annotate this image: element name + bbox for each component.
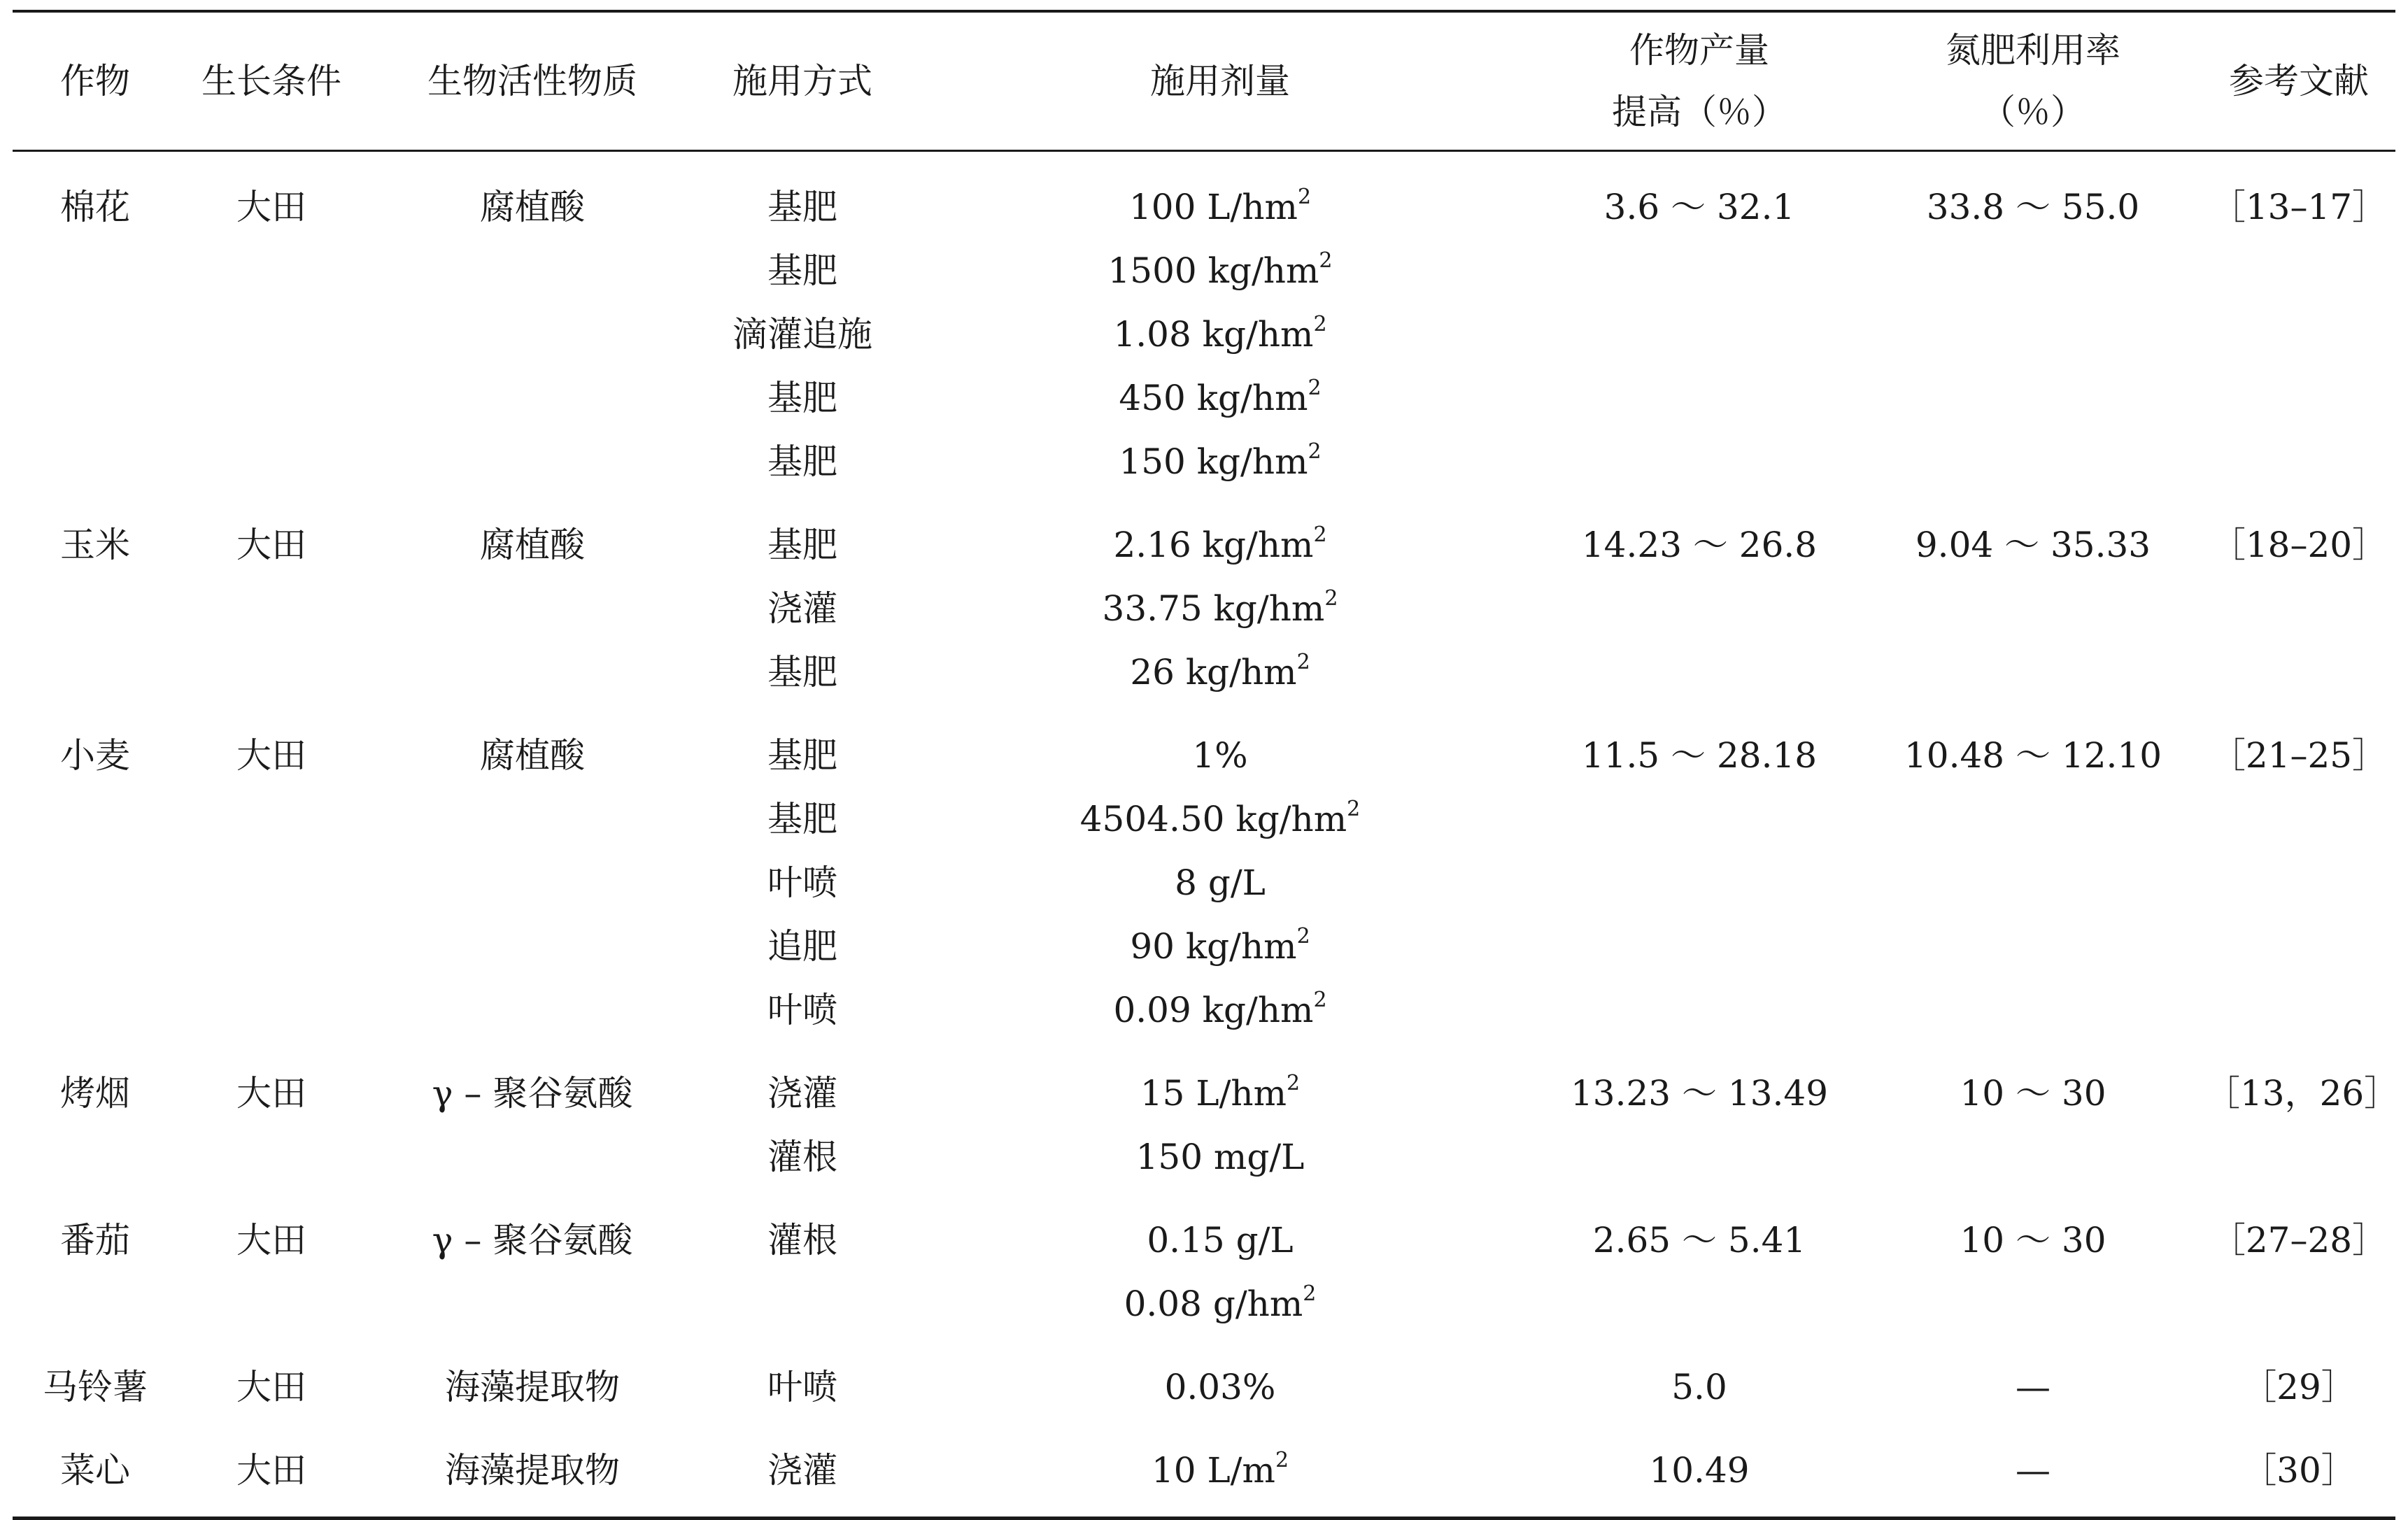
method-entry: 灌根 — [767, 1220, 837, 1260]
cell-yield-text: 14.23 ～ 26.8 — [1581, 525, 1818, 565]
method-entry: 基肥 — [767, 187, 837, 227]
data-table — [13, 10, 2400, 1520]
cell-substance-text: 腐植酸 — [480, 187, 585, 227]
dosage-value: 150 mg/L — [1135, 1137, 1305, 1177]
cell-condition-text: 大田 — [236, 1450, 306, 1491]
method-entry: 滴灌追施 — [732, 314, 872, 355]
cell-ref-text: ［21–25］ — [2210, 735, 2388, 776]
header-nue-line2: （％） — [1981, 92, 2085, 132]
cell-substance — [365, 504, 700, 714]
dosage-entry — [908, 788, 1532, 851]
cell-dosage — [905, 1346, 1535, 1429]
cell-nue — [1864, 714, 2202, 1052]
dosage-unit-exponent: 2 — [1308, 376, 1322, 401]
dosage-value: 1.08 kg/hm — [1113, 314, 1314, 355]
method-entry: 基肥 — [767, 799, 837, 839]
dosage-value: 0.09 kg/hm — [1113, 990, 1314, 1030]
cell-substance — [365, 1199, 700, 1346]
table-row — [13, 1346, 2395, 1429]
cell-ref-text: ［18–20］ — [2210, 525, 2388, 565]
dosage-unit-exponent: 2 — [1313, 523, 1327, 548]
method-entry: 基肥 — [767, 378, 837, 418]
dosage-unit-exponent: 2 — [1296, 650, 1310, 675]
dosage-unit-exponent: 2 — [1313, 988, 1327, 1013]
cell-yield — [1535, 1429, 1864, 1519]
table-body — [13, 151, 2400, 1519]
cell-ref — [2202, 1199, 2395, 1346]
dosage-unit-exponent: 2 — [1347, 797, 1361, 822]
cell-crop — [13, 1346, 178, 1429]
dosage-entry — [908, 367, 1532, 430]
dosage-value: 8 g/L — [1175, 862, 1266, 903]
dosage-value: 26 kg/hm — [1130, 652, 1297, 692]
method-entry: 浇灌 — [767, 1450, 837, 1491]
cell-nue-text: 10.48 ～ 12.10 — [1904, 735, 2162, 776]
header-yield — [1535, 11, 1864, 151]
cell-crop-text: 烤烟 — [60, 1073, 130, 1114]
cell-dosage — [905, 1199, 1535, 1346]
cell-ref — [2202, 151, 2395, 504]
cell-method — [700, 1199, 905, 1346]
dosage-entry — [908, 1356, 1532, 1419]
dosage-entry — [908, 979, 1532, 1042]
dosage-value: 450 kg/hm — [1119, 378, 1308, 418]
dosage-value: 0.03% — [1164, 1367, 1276, 1407]
cell-yield-text: 3.6 ～ 32.1 — [1603, 187, 1795, 227]
dosage-entry — [908, 851, 1532, 915]
cell-crop-text: 玉米 — [60, 525, 130, 565]
cell-crop-text: 棉花 — [60, 187, 130, 227]
cell-condition-text: 大田 — [236, 735, 306, 776]
cell-nue-text: 9.04 ～ 35.33 — [1915, 525, 2151, 565]
cell-substance-text: 腐植酸 — [480, 735, 585, 776]
dosage-value: 150 kg/hm — [1119, 441, 1308, 482]
dosage-unit-exponent: 2 — [1297, 185, 1312, 210]
dosage-value: 4504.50 kg/hm — [1079, 799, 1347, 839]
dosage-unit-exponent: 2 — [1324, 586, 1338, 611]
cell-condition-text: 大田 — [236, 525, 306, 565]
dosage-entry — [908, 1125, 1532, 1189]
dosage-entry — [908, 577, 1532, 641]
cell-method — [700, 504, 905, 714]
cell-crop — [13, 714, 178, 1052]
cell-ref — [2202, 1052, 2400, 1199]
cell-crop-text: 马铃薯 — [43, 1367, 148, 1407]
cell-yield-text: 2.65 ～ 5.41 — [1592, 1220, 1806, 1260]
header-condition: 生长条件 — [178, 11, 365, 151]
dosage-value: 33.75 kg/hm — [1102, 588, 1325, 629]
cell-substance-text: γ – 聚谷氨酸 — [432, 1073, 633, 1114]
cell-nue — [1864, 1199, 2202, 1346]
cell-ref — [2202, 504, 2395, 714]
header-row — [13, 11, 2395, 151]
table-row — [13, 1052, 2395, 1199]
dosage-unit-exponent: 2 — [1287, 1071, 1301, 1096]
cell-ref-text: ［30］ — [2241, 1450, 2356, 1491]
cell-nue — [1864, 1052, 2202, 1199]
header-method: 施用方式 — [700, 11, 905, 151]
cell-condition — [178, 1199, 365, 1346]
cell-condition — [178, 714, 365, 1052]
cell-method — [700, 1346, 905, 1429]
cell-ref — [2202, 1346, 2395, 1429]
header-nue-line1: 氮肥利用率 — [1946, 30, 2120, 71]
cell-crop — [13, 1429, 178, 1519]
dosage-entry — [908, 1062, 1532, 1125]
cell-yield-text: 13.23 ～ 13.49 — [1570, 1073, 1829, 1114]
cell-condition — [178, 1429, 365, 1519]
cell-ref — [2202, 714, 2395, 1052]
cell-substance-text: γ – 聚谷氨酸 — [432, 1220, 633, 1260]
cell-dosage — [905, 504, 1535, 714]
cell-condition — [178, 1052, 365, 1199]
method-entry: 叶喷 — [767, 1367, 837, 1407]
cell-ref — [2202, 1429, 2395, 1519]
method-entry: 叶喷 — [767, 990, 837, 1030]
table-row — [13, 1429, 2395, 1519]
cell-method — [700, 1052, 905, 1199]
header-crop: 作物 — [13, 11, 178, 151]
header-ref: 参考文献 — [2202, 11, 2395, 151]
cell-method — [700, 151, 905, 504]
dosage-entry — [908, 239, 1532, 303]
dosage-value: 10 L/m — [1151, 1450, 1275, 1491]
cell-dosage — [905, 1429, 1535, 1519]
dosage-entry — [908, 724, 1532, 788]
cell-crop — [13, 151, 178, 504]
cell-yield — [1535, 504, 1864, 714]
cell-yield — [1535, 151, 1864, 504]
dosage-value: 1% — [1192, 735, 1248, 776]
cell-nue — [1864, 1346, 2202, 1429]
dosage-entry — [908, 1209, 1532, 1272]
table-row — [13, 714, 2395, 1052]
cell-substance — [365, 1429, 700, 1519]
method-entry: 基肥 — [767, 525, 837, 565]
cell-nue — [1864, 504, 2202, 714]
table-row — [13, 151, 2395, 504]
dosage-unit-exponent: 2 — [1296, 924, 1310, 949]
method-entry: 浇灌 — [767, 588, 837, 629]
method-entry: 叶喷 — [767, 862, 837, 903]
cell-method — [700, 1429, 905, 1519]
dosage-unit-exponent: 2 — [1319, 248, 1333, 274]
dosage-entry — [908, 1439, 1532, 1503]
method-entry: 浇灌 — [767, 1073, 837, 1114]
cell-crop — [13, 504, 178, 714]
cell-crop-text: 番茄 — [60, 1220, 130, 1260]
cell-condition — [178, 504, 365, 714]
dosage-entry — [908, 513, 1532, 577]
dosage-unit-exponent: 2 — [1313, 312, 1327, 337]
dosage-value: 0.15 g/L — [1147, 1220, 1294, 1260]
dosage-entry — [908, 1272, 1532, 1336]
dosage-unit-exponent: 2 — [1308, 439, 1322, 464]
cell-substance-text: 海藻提取物 — [445, 1367, 620, 1407]
dosage-entry — [908, 303, 1532, 367]
method-entry: 基肥 — [767, 652, 837, 692]
cell-crop-text: 小麦 — [60, 735, 130, 776]
cell-yield — [1535, 714, 1864, 1052]
header-yield-line1: 作物产量 — [1629, 30, 1769, 71]
cell-yield — [1535, 1346, 1864, 1429]
header-yield-line2: 提高（％） — [1612, 92, 1787, 132]
cell-condition-text: 大田 — [236, 1220, 306, 1260]
dosage-entry — [908, 176, 1532, 239]
dosage-value: 2.16 kg/hm — [1113, 525, 1314, 565]
cell-yield-text: 11.5 ～ 28.18 — [1581, 735, 1818, 776]
cell-nue-text: — — [2016, 1450, 2051, 1491]
cell-crop-text: 菜心 — [60, 1450, 130, 1491]
table-row — [13, 1199, 2395, 1346]
cell-condition-text: 大田 — [236, 187, 306, 227]
cell-substance-text: 腐植酸 — [480, 525, 585, 565]
header-nue — [1864, 11, 2202, 151]
cell-nue-text: 10 ～ 30 — [1960, 1220, 2106, 1260]
cell-dosage — [905, 714, 1535, 1052]
cell-substance-text: 海藻提取物 — [445, 1450, 620, 1491]
method-entry — [702, 1272, 902, 1336]
cell-crop — [13, 1199, 178, 1346]
header-substance: 生物活性物质 — [365, 11, 700, 151]
method-entry: 灌根 — [767, 1137, 837, 1177]
cell-yield-text: 10.49 — [1649, 1450, 1750, 1491]
dosage-unit-exponent: 2 — [1303, 1281, 1317, 1307]
cell-method — [700, 714, 905, 1052]
cell-condition-text: 大田 — [236, 1367, 306, 1407]
cell-substance — [365, 151, 700, 504]
cell-nue-text: — — [2016, 1367, 2051, 1407]
cell-condition — [178, 1346, 365, 1429]
cell-nue — [1864, 151, 2202, 504]
cell-nue — [1864, 1429, 2202, 1519]
dosage-entry — [908, 915, 1532, 979]
cell-nue-text: 33.8 ～ 55.0 — [1926, 187, 2140, 227]
table-row — [13, 504, 2395, 714]
method-entry: 基肥 — [767, 250, 837, 291]
cell-substance — [365, 1052, 700, 1199]
cell-dosage — [905, 151, 1535, 504]
cell-yield-text: 5.0 — [1671, 1367, 1727, 1407]
dosage-unit-exponent: 2 — [1275, 1448, 1289, 1473]
method-entry: 基肥 — [767, 735, 837, 776]
cell-dosage — [905, 1052, 1535, 1199]
dosage-value: 0.08 g/hm — [1124, 1284, 1303, 1324]
cell-substance — [365, 714, 700, 1052]
cell-yield — [1535, 1199, 1864, 1346]
cell-ref-text: ［13–17］ — [2210, 187, 2388, 227]
dosage-value: 100 L/hm — [1128, 187, 1298, 227]
cell-condition-text: 大田 — [236, 1073, 306, 1114]
cell-substance — [365, 1346, 700, 1429]
cell-nue-text: 10 ～ 30 — [1960, 1073, 2106, 1114]
method-entry: 追肥 — [767, 926, 837, 967]
cell-ref-text: ［13，26］ — [2205, 1073, 2400, 1114]
cell-yield — [1535, 1052, 1864, 1199]
dosage-entry — [908, 641, 1532, 704]
dosage-value: 90 kg/hm — [1130, 926, 1297, 967]
header-dosage: 施用剂量 — [905, 11, 1535, 151]
method-entry: 基肥 — [767, 441, 837, 482]
dosage-value: 15 L/hm — [1140, 1073, 1287, 1114]
cell-crop — [13, 1052, 178, 1199]
dosage-entry — [908, 430, 1532, 494]
cell-ref-text: ［27–28］ — [2210, 1220, 2388, 1260]
cell-ref-text: ［29］ — [2241, 1367, 2356, 1407]
dosage-value: 1500 kg/hm — [1107, 250, 1319, 291]
cell-condition — [178, 151, 365, 504]
